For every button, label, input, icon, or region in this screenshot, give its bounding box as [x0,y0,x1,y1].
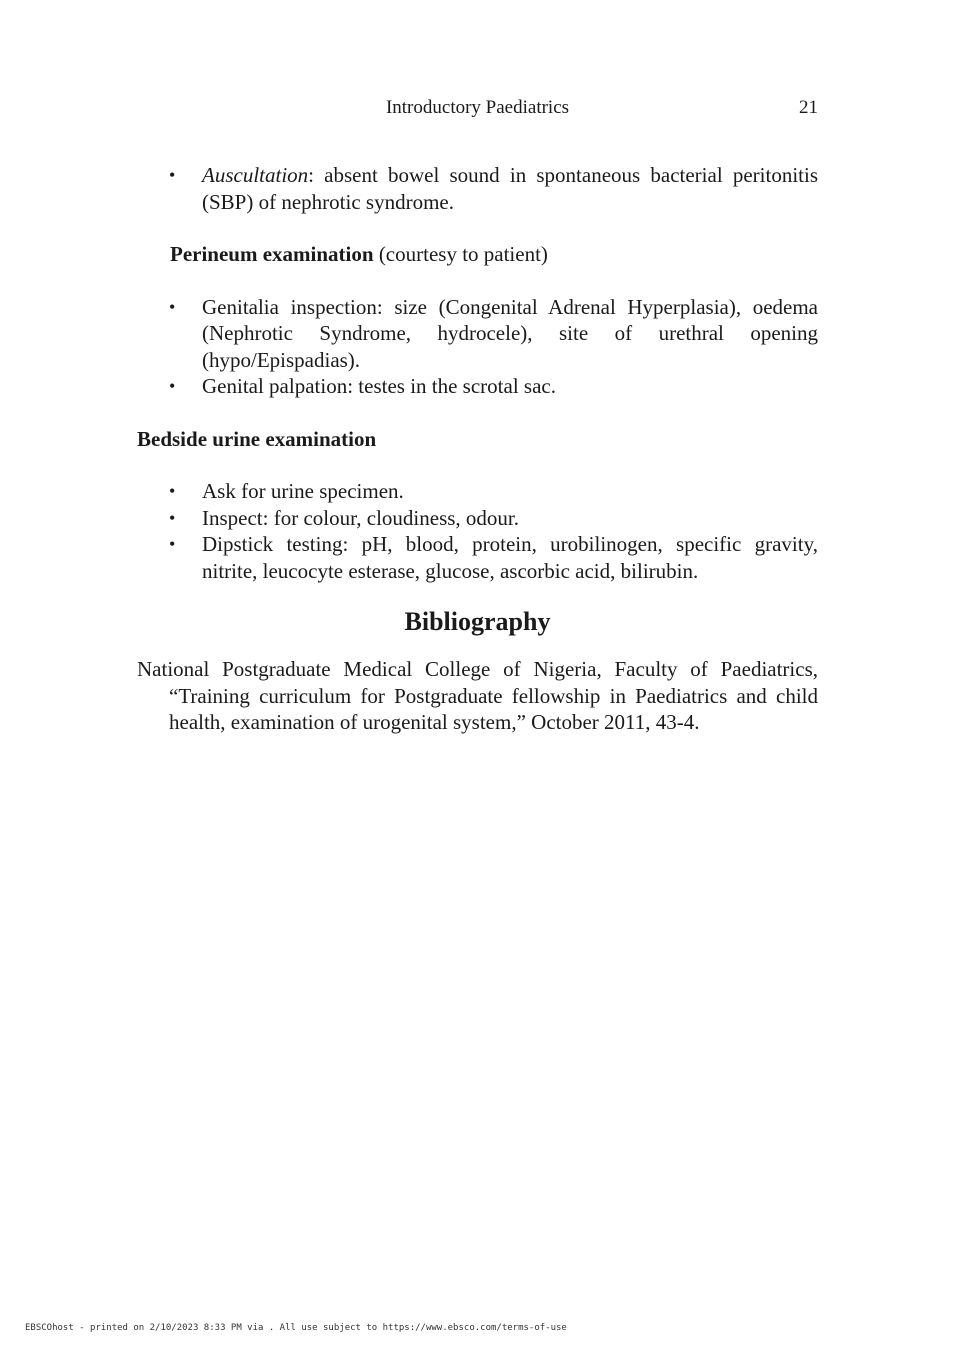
bullet-icon: • [169,376,176,396]
running-title: Introductory Paediatrics [385,97,570,118]
list-item [169,505,818,532]
list-item [169,478,818,505]
list-item-text: : absent bowel sound in spontaneous bacterial peritonitis (SBP) of nephrotic syndrome. [202,163,818,214]
list-item-text: Dipstick testing: pH, blood, protein, urobilinogen, specific gravity, nitrite, leucocyte esterase, glucose, ascorbic acid, bilirubin. [202,532,818,583]
page-body [137,162,818,736]
bullet-icon: • [169,534,176,554]
urine-heading: Bedside urine examination [137,426,377,451]
list-item [169,531,818,584]
print-footer: EBSCOhost - printed on 2/10/2023 8:33 PM via . All use subject to https://www.ebsco.com/terms-of-use [25,1323,567,1333]
list-item [169,373,818,400]
list-item [169,162,818,215]
bullet-icon: • [169,507,176,528]
urine-list [137,478,818,584]
perineum-heading: Perineum examination [170,242,374,266]
list-item [169,294,818,374]
abdomen-list [137,162,818,215]
list-item-text: Inspect: for colour, cloudiness, odour. [202,505,520,530]
list-item-text: Genitalia inspection: size (Congenital Adrenal Hyperplasia), oedema (Nephrotic Syndrome, hydrocele), site of urethral opening (hypo/Epispadias). [202,294,818,372]
bullet-icon: • [169,296,176,317]
list-item-text: Ask for urine specimen. [202,479,404,503]
running-header [0,97,955,121]
list-item-term: Auscultation [202,163,309,187]
perineum-list [137,294,818,400]
bibliography-heading: Bibliography [404,607,551,636]
page-number: 21 [799,97,818,118]
list-item-text: Genital palpation: testes in the scrotal sac. [202,374,556,398]
bullet-icon: • [169,165,176,185]
bibliography-entry: National Postgraduate Medical College of Nigeria, Faculty of Paediatrics, “Training curriculum for Postgraduate fellowship in Paediatrics and child health, examination of urogenital system,” October 2011, 43-4. [137,657,818,734]
perineum-heading-line [170,241,818,268]
bullet-icon: • [169,481,176,501]
perineum-heading-note: (courtesy to patient) [373,242,548,266]
